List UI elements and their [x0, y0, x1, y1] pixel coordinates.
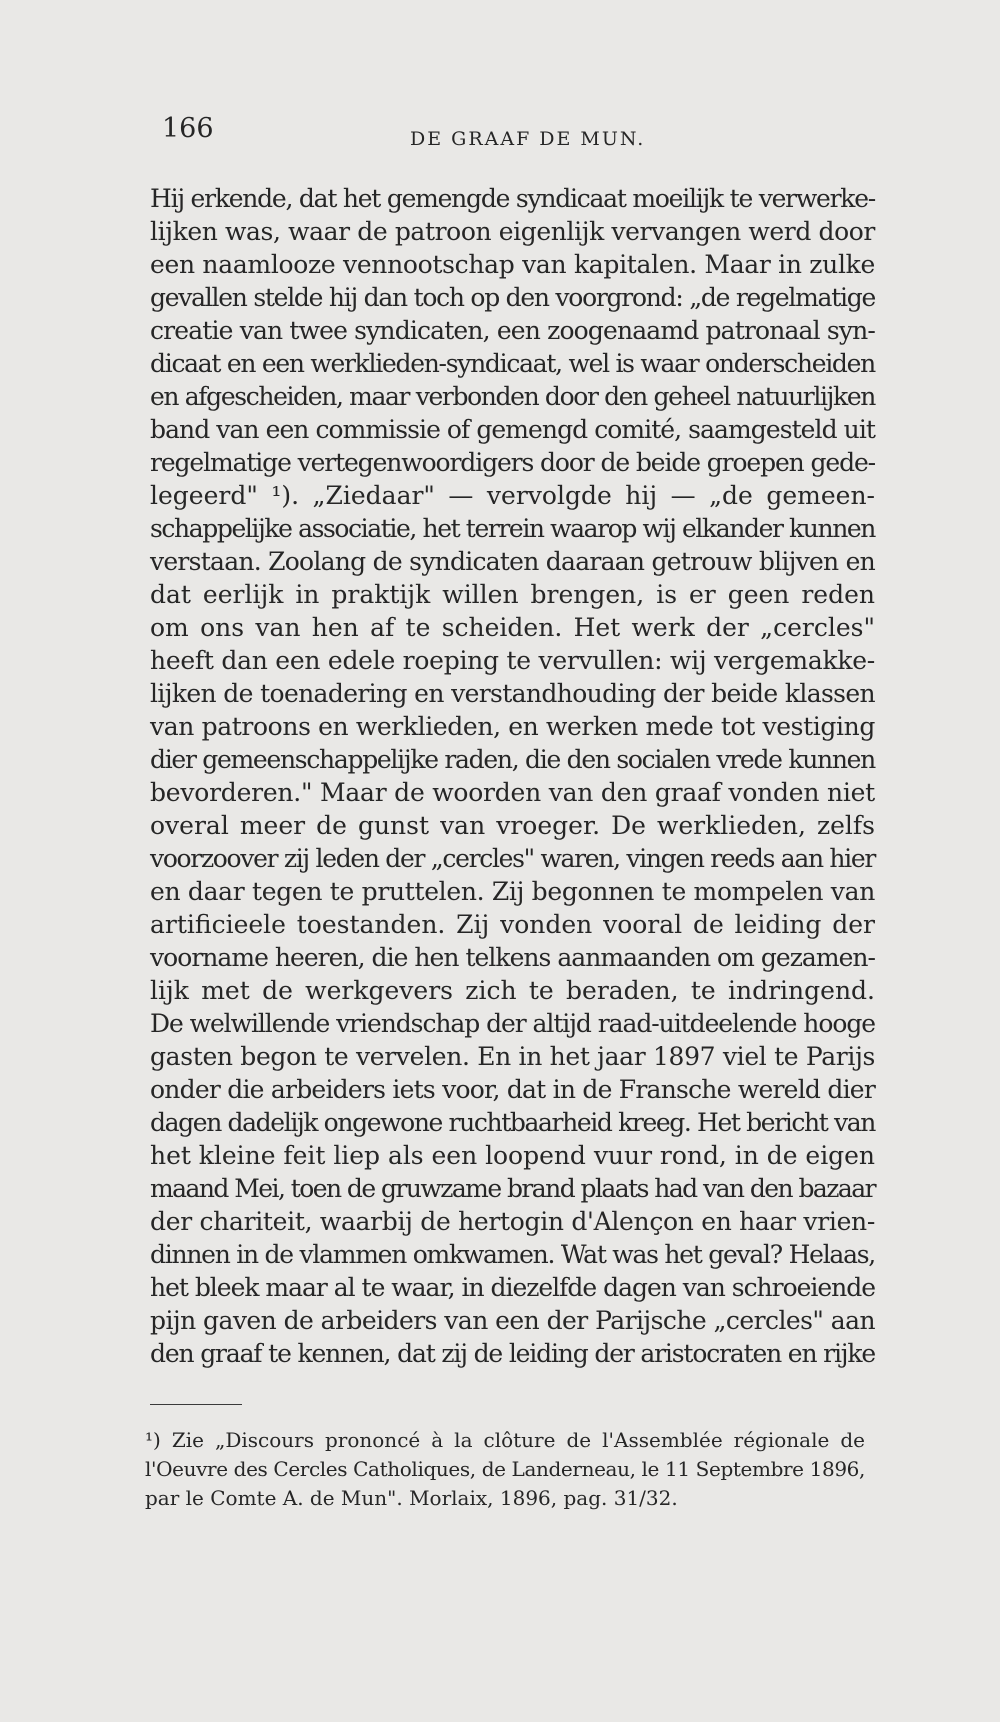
page-number: 166 — [162, 113, 214, 144]
running-head: DE GRAAF DE MUN. — [410, 128, 646, 150]
footnote-rule — [150, 1404, 242, 1405]
